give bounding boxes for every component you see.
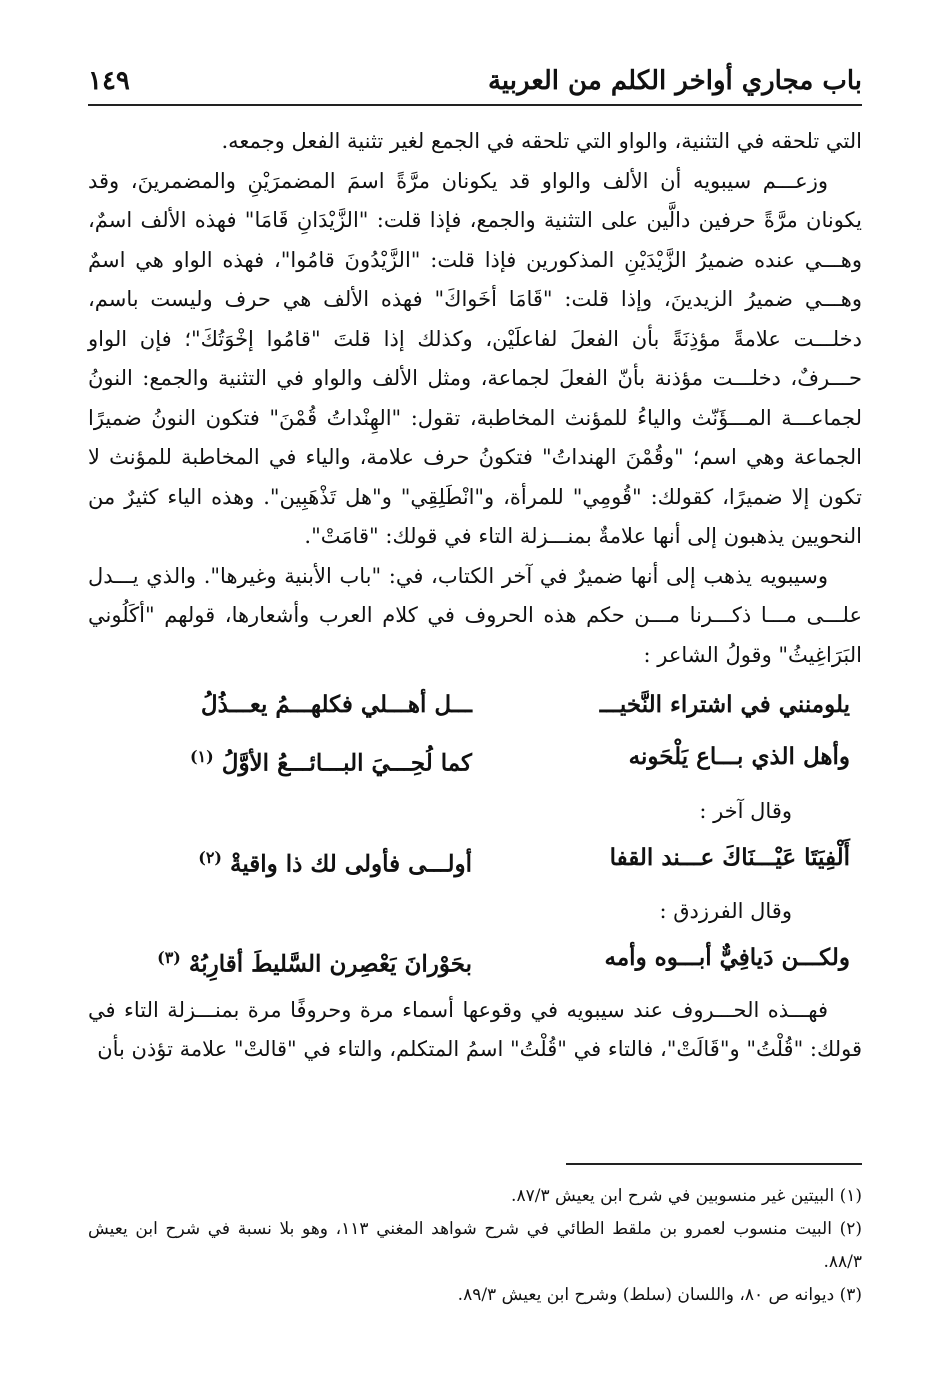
- poem-intro-2: وقال آخر :: [699, 798, 792, 823]
- footnote-ref-3[interactable]: (٣): [157, 948, 181, 968]
- footnote-divider: [566, 1163, 862, 1165]
- paragraph-3: وسيبويه يذهب إلى أنها ضميرٌ في آخر الكتاب، في: "باب الأبنية وغيرها". والذي يـــدل علـــى مـــا ذكـــرنا مـــن حكم هذه الحروف في كلام العرب وأشعارها، قولهم "أكَلُوني البَرَاغِيثُ" وقولُ الشاعر :: [88, 563, 862, 667]
- poem-3-verse: [88, 932, 862, 991]
- verse-second-hemistich: [102, 932, 502, 991]
- paragraph-1: التي تلحقه في التثنية، والواو التي تلحقه في الجمع لغير تثنية الفعل وجمعه.: [221, 129, 862, 153]
- verse-second-hemistich-text: كما لُحِـــيَ البـــائـــعُ الأوَّلُ: [221, 749, 472, 777]
- footnote-ref-1[interactable]: (١): [189, 747, 214, 766]
- verse-second-hemistich-text: بحَوْرانَ يَعْصِرن السَّليطَ أقارِبُهْ: [188, 950, 472, 978]
- footnote-1: (١) البيتين غير منسوبين في شرح ابن يعيش ٨٧/٣.: [511, 1186, 862, 1206]
- verse-first-hemistich: وأهل الذي بـــاع يَلْحَونه: [628, 743, 850, 770]
- verse-second-hemistich: [102, 679, 502, 731]
- main-text: [88, 122, 862, 1070]
- poem-1: [88, 679, 862, 790]
- verse-first-hemistich: يلومنني في اشتراء النَّخيـــ: [599, 691, 850, 718]
- verse-second-hemistich-text: أولـــى فأولى لك ذا واقيةْ: [230, 850, 472, 878]
- poem-2-verse: [88, 832, 862, 891]
- poem-intro-3: وقال الفرزدق :: [659, 899, 792, 924]
- header-divider: [88, 104, 862, 106]
- verse-line: [88, 731, 862, 790]
- footnote-3: (٣) ديوانه ص ٨٠، واللسان (سلط) وشرح ابن يعيش ٨٩/٣.: [457, 1285, 862, 1305]
- verse-first-hemistich: ولكـــن دَيافِيٌّ أبـــوه وأمه: [604, 944, 850, 972]
- closing-paragraph: فهـــذه الحـــروف عند سيبويه في وقوعها أسماء مرة وحروفًا مرة بمنـــزلة التاء في قولك: "قُلْتُ" و"قَالَتْ"، فالتاء في "قُلْتُ" اسمُ المتكلم، والتاء في "قالتْ" علامة تؤذن بأن: [88, 997, 862, 1062]
- running-header: [88, 52, 862, 96]
- verse-first-hemistich: أَلْفِيَتَا عَيْـــنَاكَ عـــند القفا: [609, 843, 850, 871]
- verse-second-hemistich: [102, 731, 502, 790]
- verse-second-hemistich-text: ـــل أهـــلي فكلهـــمُ يعـــذُلُ: [200, 691, 472, 718]
- verse-line: [88, 679, 862, 731]
- footnote-2: (٢) البيت منسوب لعمرو بن ملقط الطائي في شرح شواهد المغني ١١٣، وهو بلا نسبة في شرح ابن يعيش ٨٨/٣.: [88, 1219, 863, 1272]
- footnote-ref-2[interactable]: (٢): [198, 847, 222, 867]
- footnotes: [88, 1180, 862, 1312]
- book-page: [88, 0, 862, 1384]
- page-number: ١٤٩: [88, 66, 130, 96]
- paragraph-2: وزعـــم سيبويه أن الألف والواو قد يكونان مرَّةً اسمَ المضمرَيْنِ والمضمرينَ، وقد يكونان مرَّةً حرفين دالَّين على التثنية والجمع، فإذا قلت: "الزَّيْدَانِ قَامَا" فهذه الألف اسمٌ، وهـــي عنده ضميرُ الزَّيْدَيْنِ المذكورين فإذا قلت: "الزَّيْدُونَ قامُوا"، فهذه الواو هي اسمٌ وهـــي ضميرُ الزيدينَ، وإذا قلت: "قَامَا أخَواكَ" فهذه الألف هي حرف وليست باسم، دخلـــت علامةً مؤذِنَةً بأن الفعلَ لفاعلَيْن، وكذلك إذا قلتَ "قامُوا إخْوَتُكَ"؛ فإن الواو حـــرفٌ، دخلـــت مؤذنة بأنّ الفعلَ لجماعة، ومثل الألف والواو في التثنية والجمع: النونُ لجماعـــة المـــؤَنّث والياءُ للمؤنث المخاطبة، تقول: "الهِنْداتُ قُمْنَ" فتكون النونُ ضميرًا الجماعة وهي اسم؛ "وقُمْنَ الهنداتُ" فتكونُ حرف علامة، والياء في المخاطبة للمؤنث لا تكون إلا ضميرًا، كقولك: "قُومِي" للمرأة، و"انْطَلِقِي" و"هل تَذْهَبِين". وهذه الياء كثيرٌ من النحويين يذهبون إلى أنها علامةٌ بمنـــزلة التاء في قولك: "قامَتْ".: [88, 168, 862, 548]
- chapter-title: باب مجاري أواخر الكلم من العربية: [487, 66, 862, 96]
- verse-second-hemistich: [102, 832, 502, 891]
